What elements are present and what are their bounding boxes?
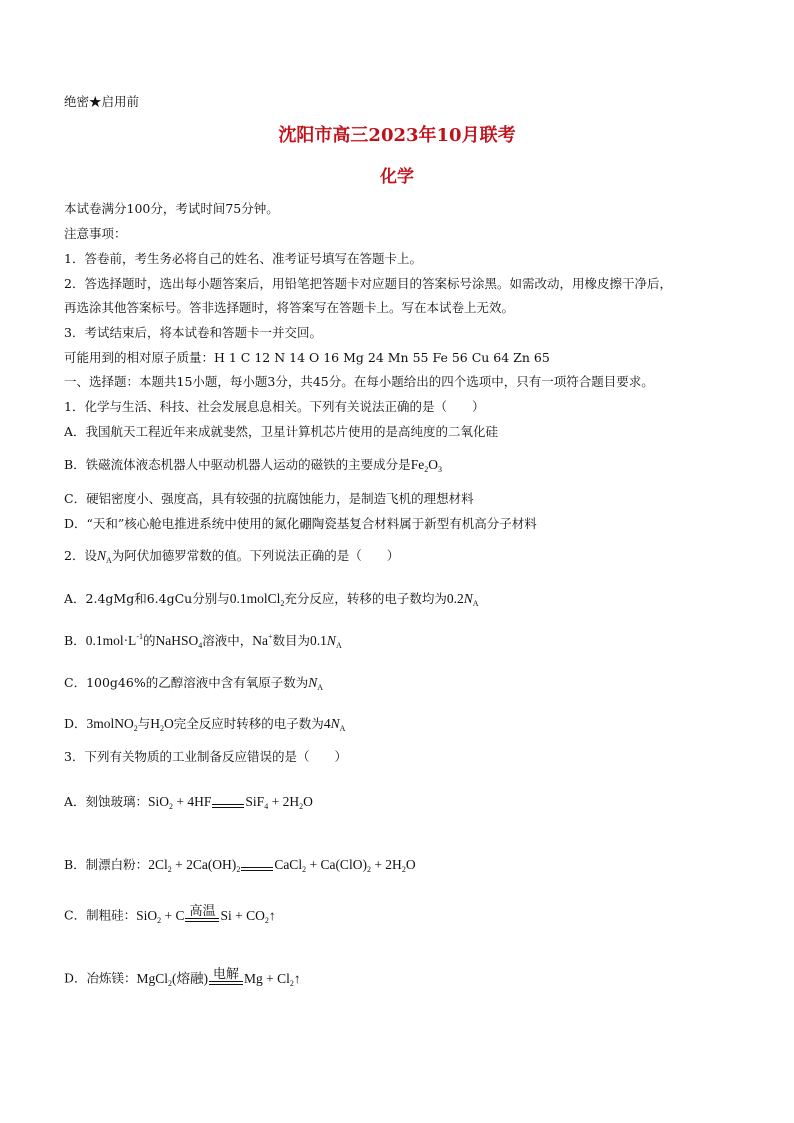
q2-stem [64,547,399,566]
q2-d-mid: 与 [137,716,151,731]
q2-b-post2: 数目为 [272,633,311,648]
q2-option-b [64,632,342,651]
note-1: 1．答卷前，考生务必将自己的姓名、准考证号填写在答题卡上。 [64,251,422,266]
q3-option-b [64,856,416,875]
value-0.2na: $0.2N_A$ [446,591,479,608]
value-na: $N_A$ [308,675,324,692]
q2-option-a [64,590,479,609]
notes-title: 注意事项： [64,226,127,241]
section-heading: 一、选择题：本题共15小题，每小题3分，共45分。在每小题给出的四个选项中，只有一项符合题目要求。 [64,374,654,389]
q2-b-pre: B． [64,633,86,648]
q2-d-post: 完全反应时转移的电子数为 [173,716,324,731]
q3-stem: 3．下列有关物质的工业制备反应错误的是（ ） [64,749,347,764]
q2-stem-post: 为阿伏加德罗常数的值。下列说法正确的是（ ） [111,548,400,563]
q1-option-d: D．“天和”核心舱电推进系统中使用的氮化硼陶瓷基复合材料属于新型有机高分子材料 [64,516,537,531]
q1-option-b [64,456,442,475]
subject-title: 化学 [380,167,414,187]
q3-a-label: A．刻蚀玻璃： [64,794,149,809]
equation-c: SiO$_2$ + C 高温 $Si + CO_2↑$ [136,903,276,925]
equation-b: $2Cl_2 + 2Ca(OH)_2$ CaCl$_2$ + $Ca(ClO)_2 + 2H_2O$ [148,857,416,874]
q2-c-pre: C．100g46%的乙醇溶液中含有氧原子数为 [64,675,309,690]
formula-nahso4: NaHSO$_4$ [155,633,203,650]
q2-option-d [64,715,345,734]
q2-b-mid: 的 [142,633,156,648]
ion-na-plus: Na+ [252,632,273,648]
formula-no2: 3molNO$_2$ [86,716,138,733]
q2-d-pre: D． [64,716,87,731]
atomic-masses: 可能用到的相对原子质量：H 1 C 12 N 14 O 16 Mg 24 Mn 55 Fe 56 Cu 64 Zn 65 [64,350,550,365]
q1-option-c: C．硬铝密度小、强度高，具有较强的抗腐蚀能力，是制造飞机的理想材料 [64,491,474,506]
note-2a: 2．答选择题时，选出每小题答案后，用铅笔把答题卡对应题目的答案标号涂黑。如需改动，用橡皮擦干净后， [64,276,672,291]
q3-d-label: D．冶炼镁： [64,970,137,986]
q2-option-c [64,674,323,693]
concentration: $0.1mol\cdot L^{-1}$ [85,632,143,648]
formula-cl2: 0.1molCl$_2$ [229,591,285,608]
condition-high-temp: 高温 [189,903,216,918]
note-2b: 再选涂其他答案标号。答非选择题时，将答案写在答题卡上。写在本试卷上无效。 [64,300,515,315]
condition-electrolysis: 电解 [213,966,240,981]
q1-option-b-text: B．铁磁流体液态机器人中驱动机器人运动的磁铁的主要成分是 [64,457,411,472]
exam-info: 本试卷满分100分，考试时间75分钟。 [64,201,279,216]
q2-b-post: 溶液中， [202,633,253,648]
equation-d: MgCl$_2$(熔融) 电解 $Mg + Cl_2↑$ [136,966,301,988]
q3-b-label: B．制漂白粉： [64,857,149,872]
q2-a-mid: 充分反应，转移的电子数均为 [284,591,447,606]
q1-stem: 1．化学与生活、科技、社会发展息息相关。下列有关说法正确的是（ ） [64,399,485,414]
q3-c-label: C．制粗硅： [64,907,137,923]
value-0.1na: $0.1N_A$ [310,633,342,650]
q3-option-c [64,904,276,926]
value-4na: $4N_A$ [323,716,346,733]
q3-option-d [64,967,301,989]
q1-option-a: A．我国航天工程近年来成就斐然，卫星计算机芯片使用的是高纯度的二氧化硅 [64,424,499,439]
formula-h2o: $H_2O$ [150,716,174,733]
equation-a: SiO$_2$ + 4HF $SiF_4 + 2H_2O$ [148,794,313,811]
symbol-na: $N_A$ [96,548,112,565]
formula-fe2o3: $Fe_2O_3$ [410,457,442,474]
exam-title: 沈阳市高三2023年10月联考 [278,125,516,146]
q3-option-a [64,793,313,812]
q2-a-pre: A．2.4gMg和6.4gCu分别与 [64,591,230,606]
note-3: 3．考试结束后，将本试卷和答题卡一并交回。 [64,325,322,340]
secret-mark: 绝密★启用前 [64,94,140,109]
q2-stem-pre: 2．设 [64,548,97,563]
